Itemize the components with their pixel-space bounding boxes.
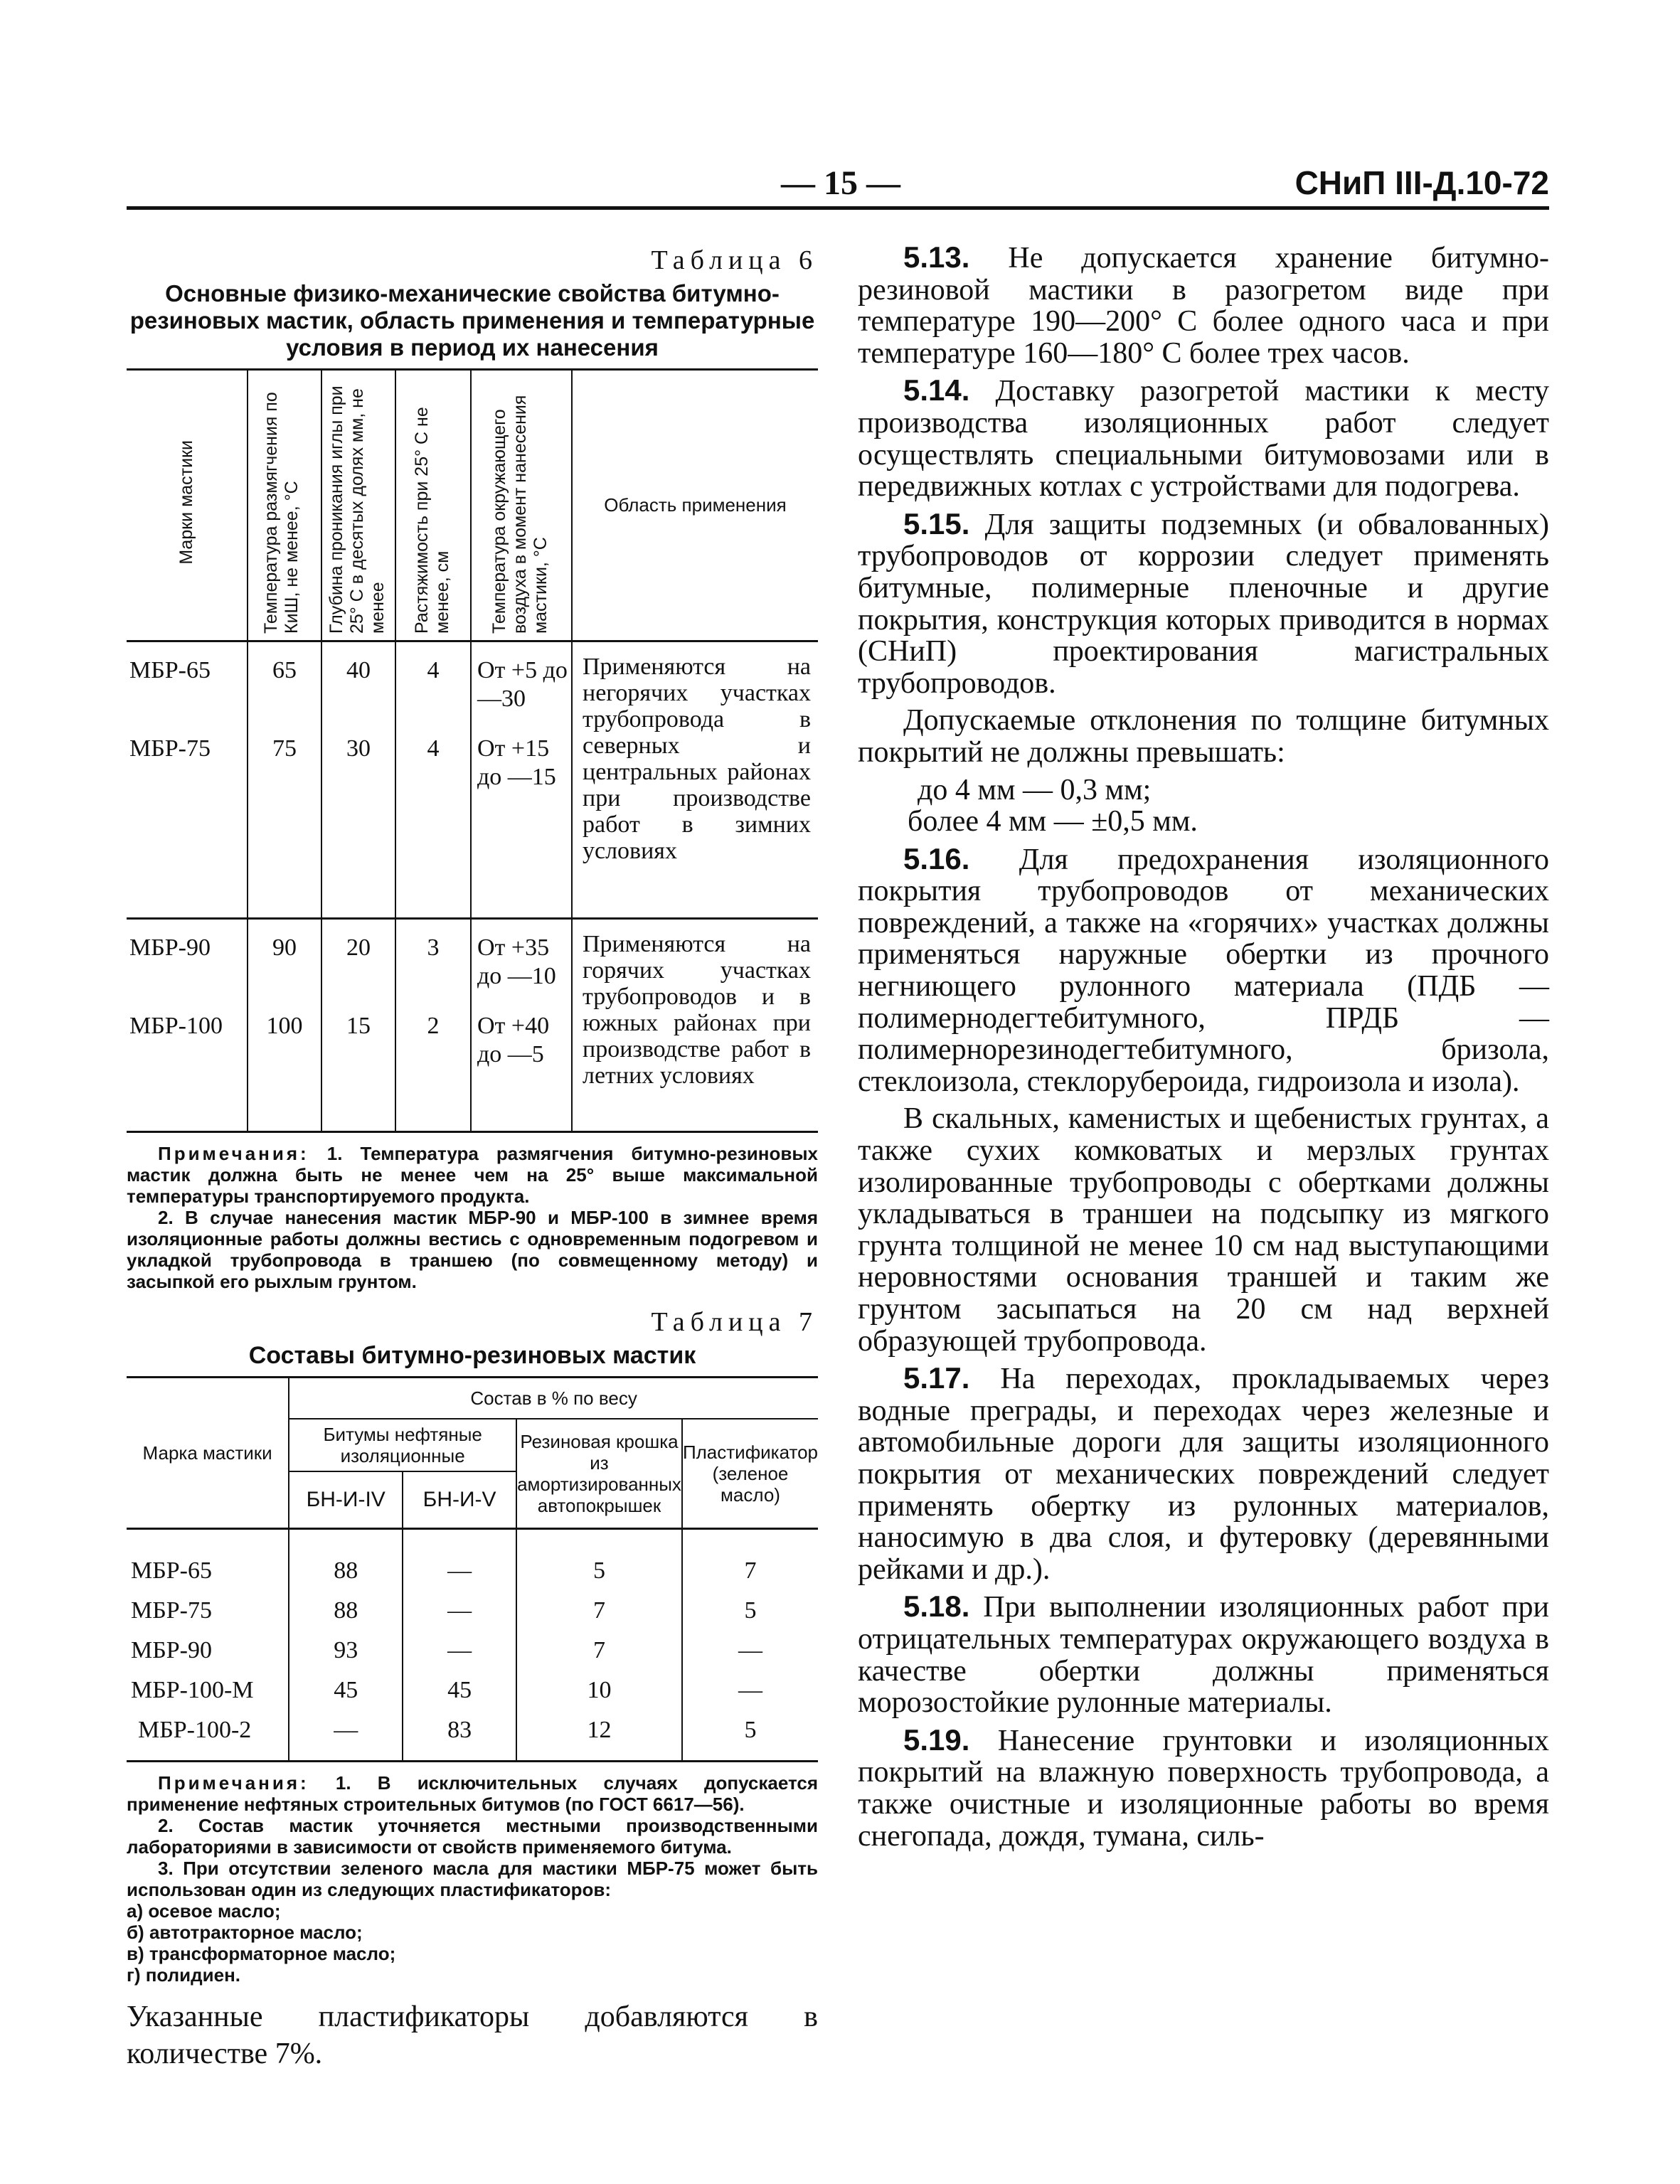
clause-5-13 bbox=[858, 242, 1549, 369]
table-row bbox=[127, 1631, 818, 1671]
table7-col-composition: Состав в % по весу bbox=[289, 1378, 818, 1419]
plasticizer-item: в) трансформаторное масло; bbox=[127, 1943, 396, 1964]
table-cell: От +40 до —5 bbox=[477, 1013, 550, 1067]
table6-header-row bbox=[127, 370, 818, 641]
table-cell: 90 bbox=[272, 934, 297, 961]
note: 2. В случае нанесения мастик МБР-90 и МБР-100 в зимнее время изоляционные работы должны вестись с одновременным подогревом и укладкой трубопровода в траншею (по совмещенному методу) и засыпкой его рыхлым грунтом. bbox=[127, 1207, 818, 1292]
table-row-mark: МБР-75 bbox=[129, 735, 211, 762]
clause-number: 5.19. bbox=[903, 1722, 970, 1757]
table6 bbox=[127, 368, 818, 1133]
clause-text: Не допускается хранение битумно-резиновой мастики в разогретом виде при температуре 190—200° С более одного часа и при температуре 160—180° С более трех часов. bbox=[858, 242, 1549, 370]
clause-number: 5.17. bbox=[903, 1361, 970, 1395]
table-cell: МБР-100-М bbox=[131, 1677, 254, 1703]
clause-number: 5.14. bbox=[903, 373, 970, 407]
table-cell: — bbox=[289, 1710, 403, 1750]
table-cell: 4 bbox=[427, 657, 440, 683]
table7 bbox=[127, 1376, 818, 1762]
tolerance-item: более 4 мм — ±0,5 мм. bbox=[908, 805, 1198, 838]
table-cell: — bbox=[682, 1671, 818, 1710]
table-cell: 15 bbox=[346, 1013, 371, 1039]
clause-text: Доставку разогретой мастики к месту производства изоляционных работ следует осуществлять специальными битумовозами или в передвижных котлах с устройствами для подогрева. bbox=[858, 375, 1549, 504]
clause-text: Для предохранения изоляционного покрытия трубопроводов от механических повреждений, а также на «горячих» участках должны применяться наружные обертки из прочного негниющего рулонного материала (ПДБ — полимернодегтебитумного, ПРДБ — полимернорезинодегтебитумного, бризола, стеклоизола, стеклорубероида, гидроизола и изола). bbox=[858, 843, 1550, 1098]
clause-number: 5.16. bbox=[903, 841, 970, 875]
table-cell: 10 bbox=[516, 1671, 682, 1710]
table7-col-mark: Марка мастики bbox=[127, 1378, 289, 1529]
table6-col-area: Область применения bbox=[572, 370, 818, 641]
right-column bbox=[858, 242, 1549, 1858]
plasticizer-amount-text: Указанные пластификаторы добавляются в количестве 7%. bbox=[127, 2001, 818, 2070]
table-row-mark: МБР-65 bbox=[129, 657, 211, 683]
table-cell: 12 bbox=[516, 1710, 682, 1750]
table-row bbox=[127, 1710, 818, 1750]
table-cell: 45 bbox=[289, 1671, 403, 1710]
table-cell: 20 bbox=[346, 934, 371, 961]
table-cell: 65 bbox=[272, 657, 297, 683]
notes-label: Примечания: bbox=[158, 1143, 309, 1164]
table6-notes bbox=[127, 1143, 818, 1292]
table-cell: 7 bbox=[516, 1591, 682, 1631]
table-cell: 75 bbox=[272, 735, 297, 762]
clause-number: 5.18. bbox=[903, 1589, 970, 1624]
clause-5-16-soils: В скальных, каменистых и щебенистых грунтах, а также сухих комковатых и мерзлых грунтах изолированные трубопроводы с обертками должны укладываться в траншеи на подсыпку из мягкого грунта толщиной не менее 10 см над выступающими неровностями основания траншей и таким же грунтом засыпаться на 20 см над верхней образующей трубопровода. bbox=[858, 1102, 1549, 1358]
table-cell: МБР-65 bbox=[131, 1557, 212, 1584]
table6-application-2: Применяются на горячих участках трубопроводов и в южных районах при производстве работ в летних условиях bbox=[572, 919, 818, 1132]
note: 2. Состав мастик уточняется местными производственными лабораториями в зависимости от свойств применяемого битума. bbox=[127, 1815, 818, 1858]
table-cell: МБР-90 bbox=[131, 1637, 212, 1663]
clause-5-15 bbox=[858, 508, 1549, 700]
document-code: СНиП III-Д.10-72 bbox=[1294, 164, 1549, 201]
table-cell: 5 bbox=[682, 1710, 818, 1750]
plasticizer-item: г) полидиен. bbox=[127, 1964, 241, 1986]
table7-col-plasticizer: Пластификатор (зеленое масло) bbox=[682, 1419, 818, 1529]
table6-col-mark: Марки мастики bbox=[176, 440, 196, 565]
plasticizer-item: б) автотракторное масло; bbox=[127, 1922, 363, 1943]
table-cell: 5 bbox=[516, 1551, 682, 1591]
clause-text: Для защиты подземных (и обвалованных) трубопроводов от коррозии следует применять битумные, полимерные пленочные и другие покрытия, конструкция которых приводится в нормах (СНиП) проектирования магистральных трубопроводов. bbox=[858, 508, 1549, 700]
table-cell: 5 bbox=[682, 1591, 818, 1631]
table-cell: — bbox=[682, 1631, 818, 1671]
table6-col-temp: Температура размягчения по КиШ, не менее, °С bbox=[261, 392, 302, 634]
table-cell: 45 bbox=[403, 1671, 516, 1710]
table7-label: Таблица 7 bbox=[651, 1307, 818, 1337]
table-cell: 7 bbox=[516, 1631, 682, 1671]
table-cell: От +15 до —15 bbox=[477, 735, 556, 790]
table-row-mark: МБР-100 bbox=[129, 1013, 223, 1039]
note: 3. При отсутствии зеленого масла для мастики МБР-75 может быть использован один из следующих пластификаторов: bbox=[127, 1858, 818, 1900]
table-cell: — bbox=[403, 1631, 516, 1671]
clause-5-17 bbox=[858, 1363, 1549, 1585]
table7-notes bbox=[127, 1772, 818, 1986]
table-cell: От +35 до —10 bbox=[477, 934, 556, 989]
table-cell: МБР-75 bbox=[131, 1597, 212, 1624]
clause-5-16 bbox=[858, 843, 1549, 1098]
table-cell: 2 bbox=[427, 1013, 440, 1039]
table7-col-bn4: БН-И-IV bbox=[289, 1471, 403, 1529]
clause-number: 5.15. bbox=[903, 506, 970, 540]
table-row-mark: МБР-90 bbox=[129, 934, 211, 961]
table-cell: 88 bbox=[289, 1551, 403, 1591]
table-cell: 88 bbox=[289, 1591, 403, 1631]
clause-text: При выполнении изоляционных работ при отрицательных температурах окружающего воздуха в качестве обертки должны применяться морозостойкие рулонные материалы. bbox=[858, 1591, 1549, 1720]
left-column bbox=[127, 235, 818, 2072]
clause-5-18 bbox=[858, 1591, 1549, 1718]
table-cell: 4 bbox=[427, 735, 440, 762]
table-cell: 7 bbox=[682, 1551, 818, 1591]
table-cell: 40 bbox=[346, 657, 371, 683]
table6-label: Таблица 6 bbox=[651, 245, 818, 275]
table-row bbox=[127, 1671, 818, 1710]
table-cell: От +5 до —30 bbox=[477, 657, 568, 712]
page-header bbox=[127, 161, 1549, 203]
page-number: — 15 — bbox=[781, 164, 900, 202]
clause-5-15-tolerance: Допускаемые отклонения по толщине битумных покрытий не должны превышать: bbox=[858, 704, 1549, 769]
header-rule bbox=[127, 206, 1549, 210]
table-row bbox=[127, 1551, 818, 1591]
table-cell: 83 bbox=[403, 1710, 516, 1750]
plasticizer-item: а) осевое масло; bbox=[127, 1900, 281, 1922]
table-cell: 30 bbox=[346, 735, 371, 762]
clause-5-19 bbox=[858, 1722, 1549, 1853]
table6-col-air: Температура окружающего воздуха в момент нанесения мастики, °С bbox=[489, 395, 551, 634]
table-cell: — bbox=[403, 1551, 516, 1591]
table-cell: 93 bbox=[289, 1631, 403, 1671]
clause-text: Нанесение грунтовки и изоляционных покрытий на влажную поверхность трубопровода, а также очистные и изоляционные работы во время снегопада, дождя, тумана, силь- bbox=[858, 1724, 1549, 1853]
table7-col-bn5: БН-И-V bbox=[403, 1471, 516, 1529]
clause-5-14 bbox=[858, 375, 1549, 502]
table6-col-depth: Глубина проникания иглы при 25° С в десятых долях мм, не менее bbox=[326, 385, 388, 634]
clause-number: 5.13. bbox=[903, 240, 970, 274]
table6-title: Основные физико-механические свойства битумно-резиновых мастик, область применения и температурные условия в период их нанесения bbox=[129, 280, 815, 361]
table6-col-stretch: Растяжимость при 25° С не менее, см bbox=[412, 407, 452, 634]
table-cell: 100 bbox=[266, 1013, 303, 1039]
table6-application-1: Применяются на негорячих участках трубопровода в северных и центральных районах при производстве работ в зимних условиях bbox=[572, 641, 818, 919]
table-row bbox=[127, 1591, 818, 1631]
note: 1. В исключительных случаях допускается применение нефтяных строительных битумов (по ГОСТ 6617—56). bbox=[127, 1772, 818, 1815]
clause-text: На переходах, прокладываемых через водные преграды, и переходах через железные и автомобильные дороги для защиты изоляционного покрытия от механических повреждений следует применять обертку из рулонных материалов, наносимую в два слоя, и футеровку (деревянными рейками и др.). bbox=[858, 1363, 1549, 1586]
table-cell: 3 bbox=[427, 934, 440, 961]
table7-col-rubber: Резиновая крошка из амортизированных автопокрышек bbox=[516, 1419, 682, 1529]
note: 1. Температура размягчения битумно-резиновых мастик должна быть не менее чем на 25° выше максимальной температуры транспортируемого продукта. bbox=[127, 1143, 818, 1207]
table-cell: — bbox=[403, 1591, 516, 1631]
table7-title: Составы битумно-резиновых мастик bbox=[248, 1342, 696, 1369]
table6-group-2 bbox=[127, 919, 818, 1132]
notes-label: Примечания: bbox=[158, 1772, 309, 1794]
table7-col-bitumen: Битумы нефтяные изоляционные bbox=[289, 1419, 516, 1471]
table6-group-1 bbox=[127, 641, 818, 919]
table-cell: МБР-100-2 bbox=[138, 1717, 252, 1743]
tolerance-item: до 4 мм — 0,3 мм; bbox=[918, 773, 1152, 806]
